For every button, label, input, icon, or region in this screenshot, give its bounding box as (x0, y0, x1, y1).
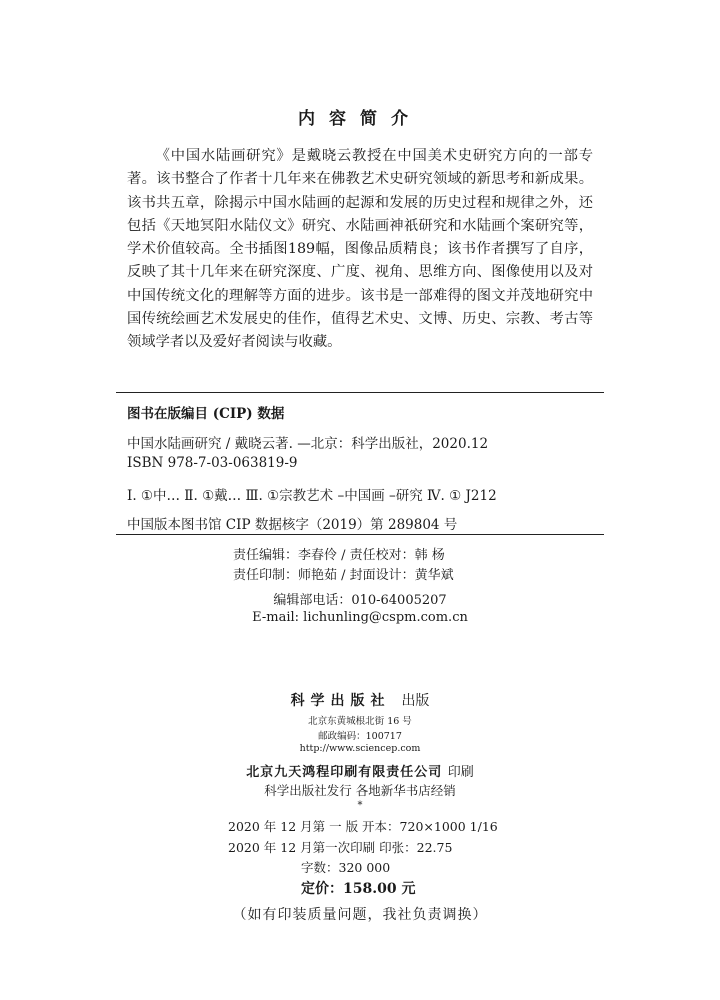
intro-title: 内容简介 (298, 109, 422, 129)
publisher-line (0, 690, 720, 710)
printer-name: 北京九天鸿程印刷有限责任公司 (246, 765, 443, 780)
cip-heading: 图书在版编目 (CIP) 数据 (127, 406, 285, 422)
intro-paragraph: 《中国水陆画研究》是戴晓云教授在中国美术史研究方向的一部专著。该书整合了作者十几年来在佛教艺术史研究领域的新思考和新成果。该书共五章，除揭示中国水陆画的起源和发展的历史过程和规律之外，还包括《天地冥阳水陆仪文》研究、水陆画神祇研究和水陆画个案研究等，学术价值较高。全书插图189幅，图像品质精良；该书作者撰写了自序，反映了其十几年来在研究深度、广度、视角、思维方向、图像使用以及对中国传统文化的理解等方面的进步。该书是一部难得的图文并茂地研究中国传统绘画艺术发展史的佳作，值得艺术史、文博、历史、宗教、考古等领域学者以及爱好者阅读与收藏。 (127, 148, 593, 351)
price (301, 878, 415, 898)
cip-isbn: ISBN 978-7-03-063819-9 (127, 455, 298, 471)
cip-record-number: 中国版本图书馆 CIP 数据核字（2019）第 289804 号 (127, 517, 458, 533)
price-label: 定价： (301, 881, 343, 897)
word-count: 字数：320 000 (301, 860, 391, 875)
publisher-name: 科学出版社 (290, 693, 391, 709)
printer-suffix: 印刷 (447, 765, 474, 780)
publisher-address: 北京东黄城根北街 16 号 (308, 716, 412, 727)
distribution-line: 科学出版社发行 各地新华书店经销 (264, 783, 456, 798)
price-unit: 元 (401, 881, 416, 897)
separator-star: * (357, 800, 363, 811)
cip-title-line: 中国水陆画研究 / 戴晓云著. —北京：科学出版社，2020.12 (127, 436, 489, 452)
cip-top-rule (116, 392, 604, 393)
publisher-zip: 邮政编码：100717 (318, 731, 402, 742)
editor-credits: 责任编辑：李春伶 / 责任校对：韩 杨 (233, 548, 445, 563)
publisher-website: http://www.sciencep.com (299, 743, 421, 754)
price-value: 158.00 (343, 881, 397, 897)
cip-classification: Ⅰ. ①中… Ⅱ. ①戴… Ⅲ. ①宗教艺术 –中国画 –研究 Ⅳ. ① J212 (127, 488, 497, 504)
quality-notice: （如有印装质量问题，我社负责调换） (232, 907, 488, 923)
printer-line (0, 761, 720, 780)
production-credits: 责任印制：师艳茹 / 封面设计：黄华斌 (233, 568, 454, 583)
editorial-phone: 编辑部电话：010-64005207 (273, 593, 447, 608)
publisher-suffix: 出版 (401, 693, 430, 709)
printing-sheets: 2020 年 12 月第一次印刷 印张：22.75 (228, 840, 453, 855)
edition-format: 2020 年 12 月第 一 版 开本：720×1000 1/16 (228, 819, 498, 834)
editorial-email: E-mail: lichunling@cspm.com.cn (252, 610, 468, 625)
cip-bottom-rule (116, 534, 604, 535)
